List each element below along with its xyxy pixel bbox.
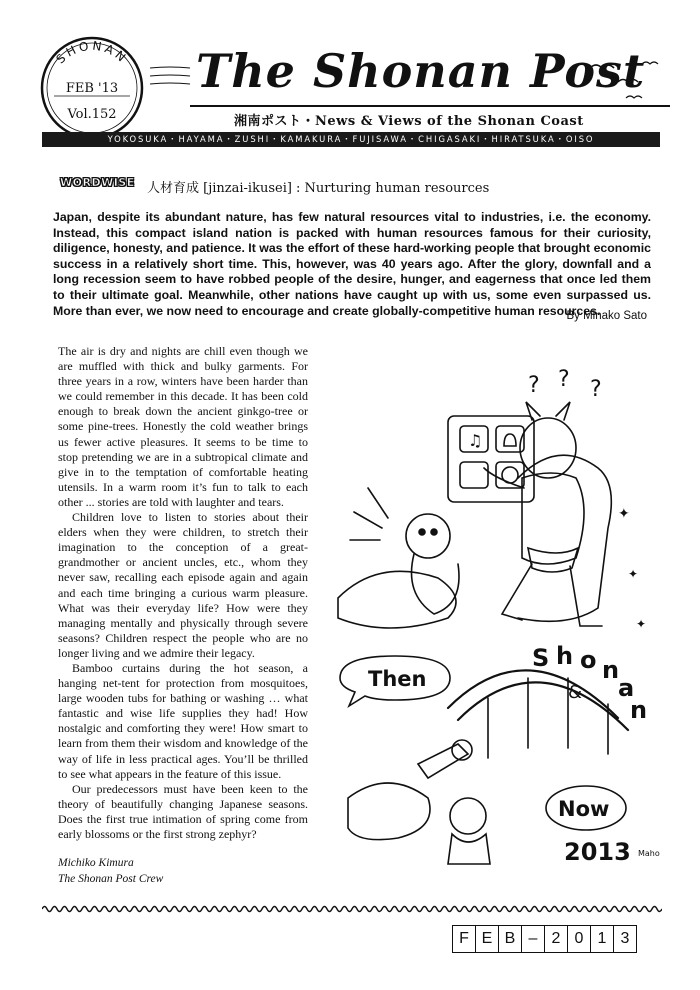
ampersand: & [568, 682, 583, 703]
shonan-letter: n [602, 656, 620, 684]
wavy-divider [42, 902, 662, 916]
oni-body [522, 473, 584, 564]
oni-head [520, 418, 576, 478]
stamp-top-text: SHONAN [53, 38, 131, 67]
toilet-paper-roll [418, 744, 468, 778]
city-list-bar: YOKOSUKA・HAYAMA・ZUSHI・KAMAKURA・FUJISAWA・CHIGASAKI・HIRATSUKA・OISO [42, 132, 660, 147]
stamp-date: FEB '13 [65, 81, 119, 96]
sparkle-icon: ✦ [628, 567, 639, 581]
shonan-letter: h [556, 642, 574, 670]
question-mark-icon: ? [558, 368, 570, 392]
issue-date-box [452, 925, 637, 953]
now-label: Now [558, 797, 610, 821]
wordwise-term: 人材育成 [jinzai-ikusei] : Nurturing human resources [147, 181, 490, 196]
arched-bridge [448, 670, 618, 718]
year-label: 2013 [564, 838, 631, 866]
postmark-stamp [36, 30, 148, 142]
shonan-letter: a [618, 674, 635, 702]
masthead-subtitle: 湘南ポスト・News & Views of the Shonan Coast [234, 114, 584, 129]
intro-author: By Minako Sato [566, 310, 647, 322]
rock [338, 571, 456, 628]
masthead-title: The Shonan Post [196, 44, 646, 98]
shonan-letter: S [532, 644, 550, 672]
question-mark-icon: ? [528, 373, 540, 398]
date-char: 0 [568, 926, 591, 952]
shonan-letter: n [630, 696, 648, 724]
face-icon [496, 462, 524, 488]
sofa [518, 455, 611, 621]
column-paragraph: Our predecessors must have been keen to the theory of beautifully changing Japanese seasons. Does the first true intimation of spring come from early blossoms or the first strong zephyr? [58, 781, 308, 841]
then-and-now-illustration [318, 368, 668, 868]
date-char: 2 [545, 926, 568, 952]
then-label: Then [368, 667, 427, 691]
wordwise-badge: WORDWISE [60, 176, 135, 189]
intro-paragraph: Japan, despite its abundant nature, has few natural resources vital to industries, i.e. the economy. Instead, this compact island nation is packed with human resources famous for their curiosity, diligence, honesty, and patience. It was the effort of these hard-working people that brought economic success in a relatively short time. This, however, was 40 years ago. After the glory, downfall and a long recession seem to have robbed people of the desire, hunger, and eagerness that once led them to their ultimate goal. Meanwhile, other nations have caught up with us, some even surpassed us. More than ever, we now need to encourage and create globally-competitive human resources. [53, 210, 651, 318]
column-signature [58, 855, 163, 887]
column-paragraph: The air is dry and nights are chill even though we are muffled with thick and bulky garments. For three years in a row, winters have been harder than we could remember in this decade. It has been cold enough to break down the ancient ginkgo-tree or some pine-trees. Honestly the cold weather brings us fewer active pleasures. It seems to be time to stop pretending we are in a subtropical climate and give in to the temptation of comfortable heating utensils. In a warm room it’s fun to talk to each other ... stories are told with laughter and tears. [58, 344, 308, 509]
editorial-column [58, 344, 308, 842]
date-char: 1 [591, 926, 614, 952]
sparkle-icon: ✦ [618, 506, 630, 522]
baby-figure [450, 798, 486, 834]
hand-icon [460, 462, 488, 488]
date-char: E [476, 926, 499, 952]
date-char: – [522, 926, 545, 952]
column-paragraph: Bamboo curtains during the hot season, a hanging net-tent for protection from mosquitoes, large wooden tubs for bathing or washing … what fantastic and wise life supplies they had! How nostalgic and comforting they were! How smart to learn from them their wisdom and knowledge of the way of life in less practical ages. You’ll be thrilled to see what appears in the feature of this issue. [58, 660, 308, 781]
date-char: 3 [620, 930, 630, 947]
stamp-volume: Vol.152 [67, 107, 117, 122]
question-mark-icon: ? [590, 377, 602, 402]
shonan-letter: o [580, 646, 597, 674]
bird-figure [406, 514, 450, 558]
signature-crew: The Shonan Post Crew [58, 873, 164, 885]
svg-text:♫: ♫ [468, 431, 483, 450]
signature-name: Michiko Kimura [58, 857, 134, 869]
sparkle-icon: ✦ [636, 617, 647, 631]
column-paragraph: Children love to listen to stories about their elders when they were children, to stretch their imagination to the conception of a great-grandmother or ancient uncles, etc., whom they never saw, recalling each episode again and again and each time bringing a curious warm pleasure. What was their everyday life? How were they managing mentally and physically through severe seasons? Children respect the people who are no longer living and we admire their legacy. [58, 510, 308, 660]
date-char: B [499, 926, 522, 952]
artist-signature: Maho [638, 849, 660, 858]
date-char: F [453, 926, 476, 952]
paper-pile [348, 783, 430, 840]
